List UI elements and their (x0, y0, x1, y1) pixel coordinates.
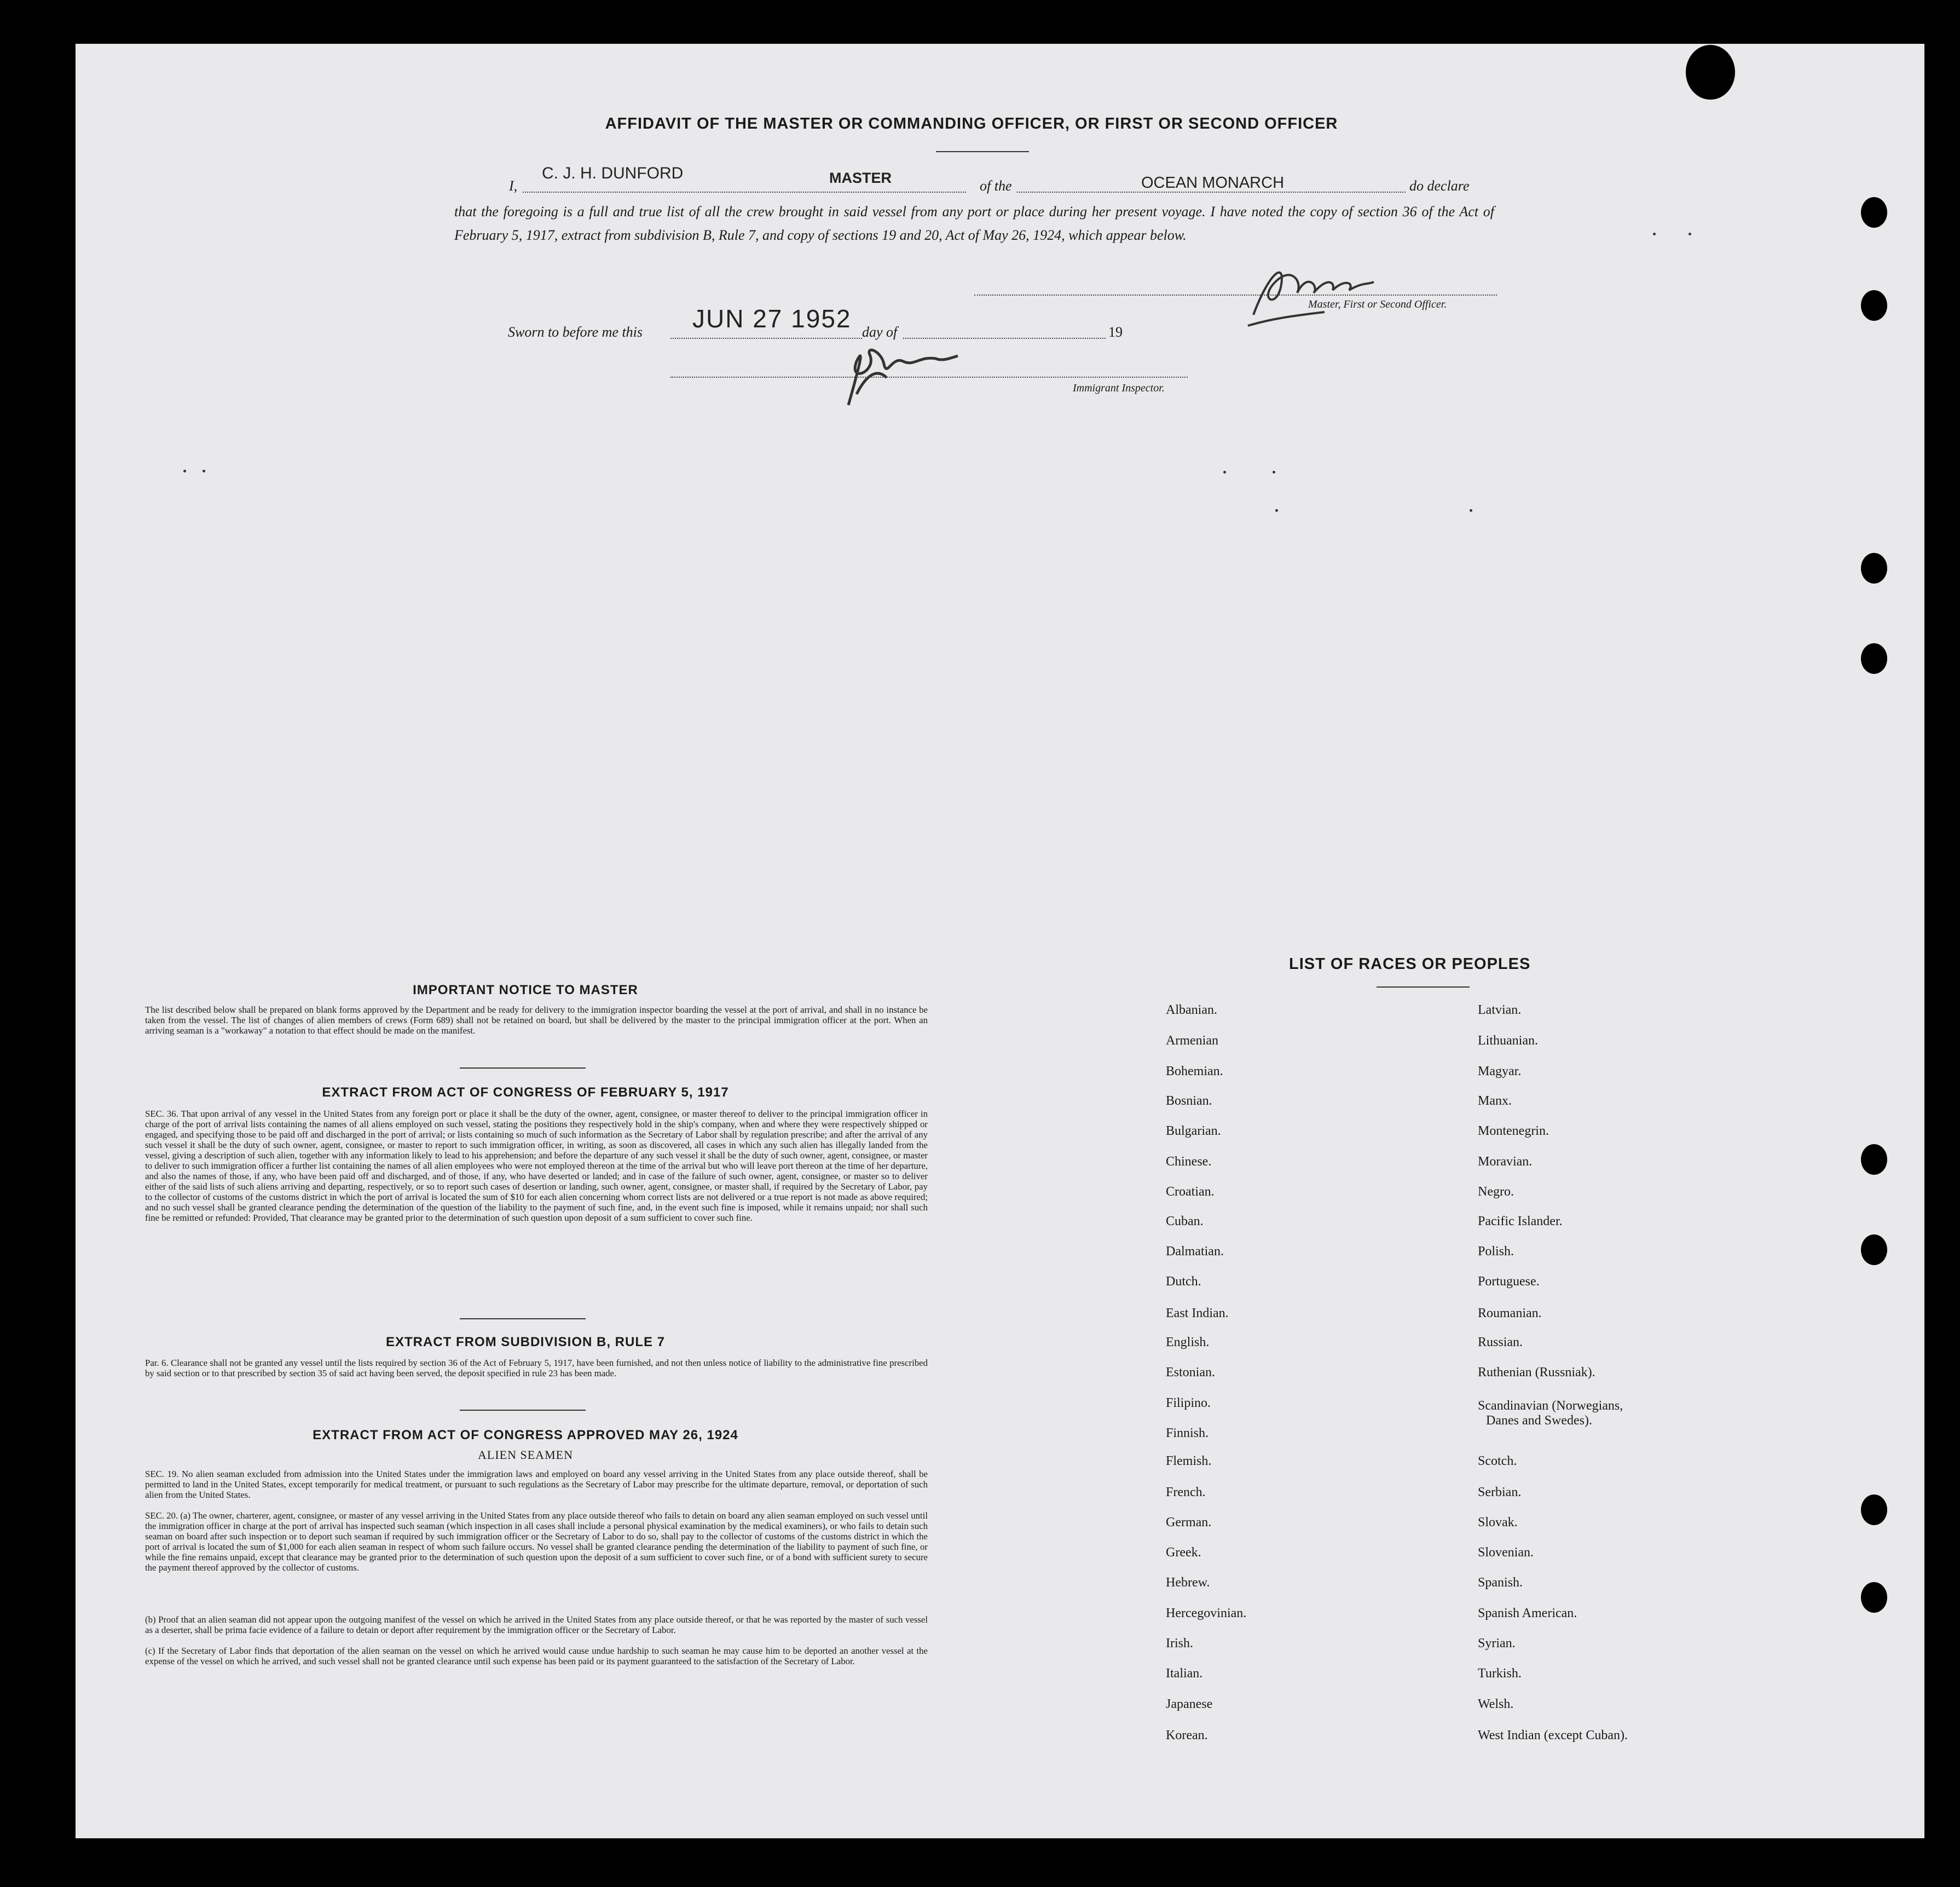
race-item: Polish. (1478, 1244, 1514, 1259)
race-item: Portuguese. (1478, 1274, 1540, 1289)
name-underline (523, 192, 966, 193)
race-item: Estonian. (1166, 1365, 1215, 1380)
race-item: Dutch. (1166, 1274, 1201, 1289)
affidavit-i-label: I, (509, 178, 518, 194)
race-item: Pacific Islander. (1478, 1214, 1563, 1228)
race-item: Albanian. (1166, 1003, 1217, 1017)
race-item: Ruthenian (Russniak). (1478, 1365, 1595, 1380)
race-item: Greek. (1166, 1545, 1201, 1560)
day-of-label: day of (862, 324, 898, 340)
race-item: Roumanian. (1478, 1306, 1542, 1320)
races-title: LIST OF RACES OR PEOPLES (1289, 955, 1531, 973)
master-signature (1237, 249, 1412, 331)
race-item: Montenegrin. (1478, 1124, 1549, 1138)
race-item: Hebrew. (1166, 1576, 1210, 1590)
race-item: Filipino. (1166, 1396, 1211, 1410)
affidavit-body: that the foregoing is a full and true list of all the crew brought in said vessel from any port or place during her present voyage. I have noted the copy of section 36 of the Act of February 5, 1917, extract from subdivision B, Rule 7, and copy of sections 19 and 20, Act of May 26, 1924, which appear below. (454, 204, 1494, 243)
race-item: Cuban. (1166, 1214, 1204, 1228)
race-item: German. (1166, 1515, 1212, 1530)
extract-1917-title: EXTRACT FROM ACT OF CONGRESS OF FEBRUARY 5, 1917 (322, 1085, 729, 1100)
inspector-signature (832, 334, 974, 416)
divider (460, 1410, 586, 1411)
speck (1470, 509, 1472, 512)
divider (1377, 986, 1470, 988)
notice-body: The list described below shall be prepared on blank forms approved by the Department and be ready for delivery to the immigration inspector boarding the vessel at the port of arrival, and shall in no instance be taken from the vessel. The list of changes of alien members of crews (Form 689) shall not be retained on board, but shall be delivered by the master to the principal immigration officer at the port. When an arriving seaman is a "workaway" a notation to that effect should be made on the manifest. (145, 1005, 928, 1036)
race-item: Danes and Swedes). (1486, 1413, 1592, 1428)
race-item: Italian. (1166, 1666, 1203, 1681)
speck (203, 470, 205, 472)
extract-1924-sec20b: (b) Proof that an alien seaman did not appear upon the outgoing manifest of the vessel on which he arrived in the United States from any place outside thereof, or that he was reported by the master of such vessel as a deserter, shall be prima facie evidence of a failure to detain or deport after requirement by the immigration officer or the Secretary of Labor. (145, 1614, 928, 1635)
master-rank: MASTER (829, 170, 892, 186)
race-item: Moravian. (1478, 1155, 1533, 1169)
race-item: Hercegovinian. (1166, 1606, 1247, 1620)
divider (460, 1318, 586, 1319)
race-item: Latvian. (1478, 1003, 1522, 1017)
punch-hole (1861, 1144, 1887, 1175)
punch-hole (1861, 643, 1887, 674)
divider (460, 1067, 586, 1069)
race-item: Magyar. (1478, 1064, 1522, 1078)
extract-1924-sec20c: (c) If the Secretary of Labor finds that deportation of the alien seaman on the vessel on which he arrived would cause undue hardship to such seaman he may cause him to be deported an another vessel at the expense of the vessel on which he arrived, and such vessel shall not be granted clearance until such expense has been paid or its payment guaranteed to the satisfaction of the Secretary of Labor. (145, 1646, 928, 1666)
extract-1917-body: SEC. 36. That upon arrival of any vessel in the United States from any foreign port or place it shall be the duty of the owner, agent, consignee, or master thereof to deliver to the principal immigration officer in charge of the port of arrival lists containing the names of all aliens employed on such vessel, stating the positions they respectively hold in the ship's company, when and where they were respectively shipped or engaged, and specifying those to be paid off and discharged in the port of arrival; or lists containing so much of such information as the Secretary of Labor shall by regulation prescribe; and after the arrival of any such vessel it shall be the duty of such owner, agent, consignee, or master to report to such immigration officer, in writing, as soon as discovered, all cases in which any such alien has illegally landed from the vessel, giving a description of such alien, together with any information likely to lead to his apprehension; and before the departure of any such vessel it shall be the duty of such owner, agent, consignee, or master to deliver to such immigration officer a further list containing the names of all alien employees who were not employed thereon at the time of the arrival but who will leave port thereon at the time of her departure, and also the names of those, if any, who have been paid off and discharged, and of those, if any, who have deserted or landed; and in case of the failure of such owner, agent, consignee, or master so to deliver either of the said lists of such aliens arriving and departing, respectively, or so to report such cases of desertion or landing, such owner, agent, consignee, or master shall, if required by the Secretary of Labor, pay to the collector of customs of the customs district in which the port of arrival is located the sum of $10 for each alien concerning whom correct lists are not delivered or a true report is not made as above required; and no such vessel shall be granted clearance pending the determination of the question of the liability to the payment of such fine, and, in the event such fine is imposed, while it remains unpaid; nor shall such fine be remitted or refunded: Provided, That clearance may be granted prior to the determination of such question upon deposit of a sum sufficient to cover such fine. (145, 1109, 928, 1223)
race-item: Syrian. (1478, 1636, 1516, 1651)
race-item: Japanese (1166, 1697, 1213, 1711)
race-item: Russian. (1478, 1335, 1523, 1349)
race-item: Finnish. (1166, 1426, 1209, 1440)
race-item: East Indian. (1166, 1306, 1229, 1320)
master-signature-label: Master, First or Second Officer. (1308, 298, 1447, 310)
sworn-label: Sworn to before me this (508, 324, 643, 340)
race-item: Bosnian. (1166, 1094, 1212, 1108)
inspector-signature-line (670, 377, 1188, 378)
race-item: English. (1166, 1335, 1210, 1349)
punch-hole (1861, 1582, 1887, 1613)
punch-hole (1861, 197, 1887, 228)
punch-hole (1861, 553, 1887, 584)
race-item: French. (1166, 1485, 1206, 1499)
race-item: Dalmatian. (1166, 1244, 1224, 1259)
extract-1924-sec19: SEC. 19. No alien seaman excluded from admission into the United States under the immigration laws and employed on board any vessel arriving in the United States from any place outside thereof, shall be permitted to land in the United States, except temporarily for medical treatment, or pursuant to such regulations as the Secretary of Labor may prescribe for the ultimate departure, removal, or deportation of such alien from the United States. (145, 1469, 928, 1500)
race-item: Croatian. (1166, 1185, 1215, 1199)
punch-hole (1686, 45, 1735, 100)
notice-title: IMPORTANT NOTICE TO MASTER (413, 983, 638, 997)
inspector-label: Immigrant Inspector. (1073, 382, 1165, 394)
race-item: Korean. (1166, 1728, 1208, 1742)
race-item: Bohemian. (1166, 1064, 1223, 1078)
race-item: Negro. (1478, 1185, 1514, 1199)
race-item: Spanish. (1478, 1576, 1523, 1590)
race-item: Scotch. (1478, 1454, 1517, 1468)
master-signature-line (974, 295, 1497, 296)
race-item: West Indian (except Cuban). (1478, 1728, 1628, 1742)
race-item: Welsh. (1478, 1697, 1514, 1711)
divider (936, 151, 1029, 152)
extract-1924-title: EXTRACT FROM ACT OF CONGRESS APPROVED MAY 26, 1924 (313, 1428, 738, 1442)
race-item: Manx. (1478, 1094, 1512, 1108)
race-item: Chinese. (1166, 1155, 1212, 1169)
speck (183, 470, 186, 472)
race-item: Spanish American. (1478, 1606, 1577, 1620)
race-item: Irish. (1166, 1636, 1193, 1651)
race-item: Slovenian. (1478, 1545, 1534, 1560)
punch-hole (1861, 1494, 1887, 1525)
race-item: Armenian (1166, 1034, 1218, 1048)
race-item: Bulgarian. (1166, 1124, 1221, 1138)
master-name: C. J. H. DUNFORD (542, 164, 684, 182)
race-item: Slovak. (1478, 1515, 1518, 1530)
speck (1223, 471, 1226, 474)
sworn-date-stamp: JUN 27 1952 (692, 304, 852, 333)
race-item: Flemish. (1166, 1454, 1212, 1468)
year-prefix: 19 (1108, 324, 1123, 340)
vessel-name: OCEAN MONARCH (1141, 174, 1285, 192)
speck (1653, 233, 1656, 235)
extract-rule7-body: Par. 6. Clearance shall not be granted any vessel until the lists required by section 36 of the Act of February 5, 1917, have been furnished, and not then unless notice of liability to the administrative fine prescribed by said section or to that prescribed by section 35 of said act having been served, the deposit specified in rule 23 has been made. (145, 1358, 928, 1378)
of-the-label: of the (980, 178, 1012, 194)
speck (1273, 471, 1275, 474)
race-item: Turkish. (1478, 1666, 1522, 1681)
speck (1275, 509, 1278, 512)
punch-hole (1861, 290, 1887, 321)
race-item: Scandinavian (Norwegians, (1478, 1399, 1623, 1413)
extract-1924-subtitle: ALIEN SEAMEN (478, 1448, 573, 1462)
race-item: Serbian. (1478, 1485, 1522, 1499)
race-item: Lithuanian. (1478, 1034, 1538, 1048)
extract-rule7-title: EXTRACT FROM SUBDIVISION B, RULE 7 (385, 1335, 666, 1349)
speck (1689, 233, 1691, 235)
affidavit-title: AFFIDAVIT OF THE MASTER OR COMMANDING OFFICER, OR FIRST OR SECOND OFFICER (605, 115, 1338, 132)
do-declare-label: do declare (1409, 178, 1470, 194)
punch-hole (1861, 1234, 1887, 1265)
extract-1924-sec20a: SEC. 20. (a) The owner, charterer, agent, consignee, or master of any vessel arriving in the United States from any place outside thereof who fails to detain on board any alien seaman employed on such vessel until the immigration officer in charge at the port of arrival has inspected such seaman (which inspection in all cases shall include a personal physical examination by the medical examiners), or who fails to detain such seaman on board after such inspection or to deport such seaman if required by such immigration officer or the Secretary of Labor to do so, shall pay to the collector of customs of the customs district in which the port of arrival is located the sum of $1,000 for each alien seaman in respect of whom such failure occurs. No vessel shall be granted clearance pending the determination of the liability to payment of such fine, or while the fine remains unpaid, except that clearance may be granted prior to the determination of such question upon the deposit of a sum sufficient to cover such fine, or of a bond with sufficient surety to secure the payment thereof approved by the collector of customs. (145, 1510, 928, 1573)
